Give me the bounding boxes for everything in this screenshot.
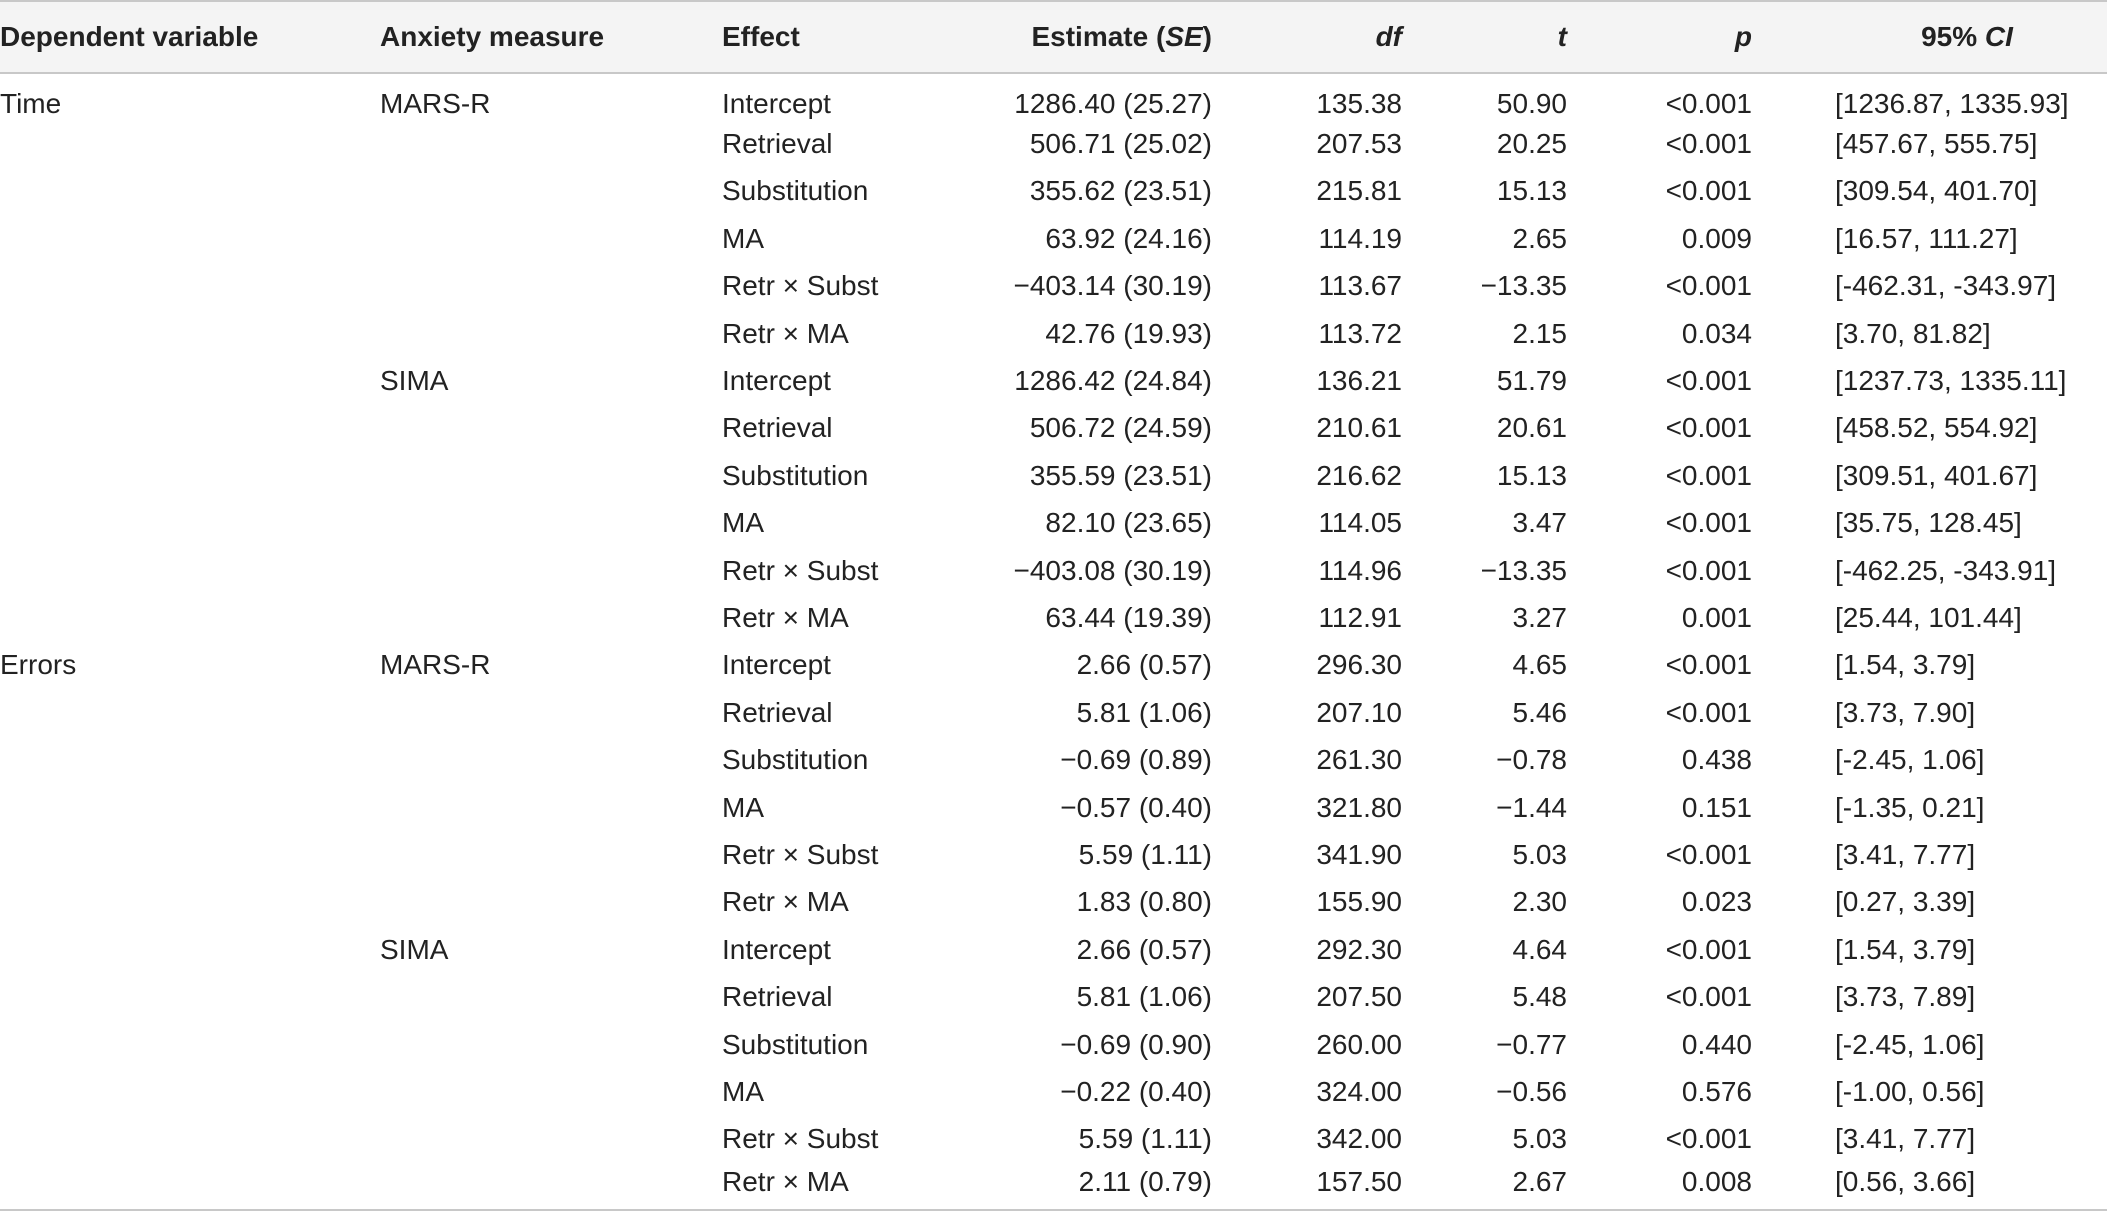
cell-estimate: −0.69 (0.89): [1060, 744, 1212, 776]
cell-anxiety-measure: [380, 215, 722, 262]
cell-ci: [35.75, 128.45]: [1835, 507, 2022, 539]
cell-df: 113.67: [1318, 270, 1402, 302]
cell-anxiety-measure: [380, 689, 722, 736]
cell-estimate: 42.76 (19.93): [1045, 317, 1212, 349]
cell-dependent-variable: [0, 405, 380, 452]
cell-dependent-variable: [0, 500, 380, 547]
cell-ci: [1237.73, 1335.11]: [1835, 365, 2067, 397]
table-row: [0, 973, 2107, 1020]
table-row: [0, 736, 2107, 783]
cell-dependent-variable: [0, 357, 380, 404]
table-row: [0, 642, 2107, 689]
cell-effect: MA: [722, 222, 764, 254]
cell-estimate: −403.08 (30.19): [1013, 554, 1212, 586]
table-row: [0, 73, 2107, 120]
cell-ci: [-1.00, 0.56]: [1835, 1075, 1985, 1107]
cell-ci: [-462.31, -343.97]: [1835, 270, 2057, 302]
cell-p: <0.001: [1665, 1123, 1752, 1155]
cell-ci: [-1.35, 0.21]: [1835, 791, 1985, 823]
cell-ci: [309.54, 401.70]: [1835, 175, 2038, 207]
cell-anxiety-measure: [380, 784, 722, 831]
header-estimate: [1012, 1, 1212, 73]
cell-anxiety-measure: [380, 973, 722, 1020]
cell-dependent-variable: [0, 689, 380, 736]
cell-effect: Retr × Subst: [722, 1123, 879, 1155]
cell-estimate: 82.10 (23.65): [1045, 507, 1212, 539]
cell-t: 4.64: [1512, 933, 1567, 965]
cell-effect: Retr × MA: [722, 317, 849, 349]
cell-estimate: −0.22 (0.40): [1060, 1075, 1212, 1107]
cell-effect: MA: [722, 791, 764, 823]
cell-p: <0.001: [1665, 365, 1752, 397]
cell-df: 114.96: [1318, 554, 1402, 586]
cell-ci: [3.73, 7.90]: [1835, 696, 1976, 728]
table-row: [0, 500, 2107, 547]
cell-effect: Retr × MA: [722, 601, 849, 633]
cell-effect: Substitution: [722, 175, 869, 207]
cell-ci: [3.41, 7.77]: [1835, 838, 1976, 870]
cell-p: 0.151: [1681, 791, 1752, 823]
cell-ci: [0.56, 3.66]: [1752, 1163, 2107, 1210]
cell-t: 3.27: [1512, 601, 1567, 633]
cell-estimate: 355.59 (23.51): [1029, 459, 1212, 491]
cell-effect: Retr × Subst: [722, 838, 879, 870]
cell-p: <0.001: [1665, 507, 1752, 539]
cell-anxiety-measure: [380, 500, 722, 547]
cell-estimate: 2.11 (0.79): [1012, 1163, 1212, 1210]
table-row: [0, 357, 2107, 404]
cell-t: 2.15: [1512, 317, 1567, 349]
cell-estimate: −0.69 (0.90): [1060, 1028, 1212, 1060]
table-row: [0, 1021, 2107, 1068]
cell-dependent-variable: [0, 452, 380, 499]
cell-df: 261.30: [1316, 744, 1402, 776]
table-row: [0, 594, 2107, 641]
cell-estimate: 5.81 (1.06): [1076, 981, 1212, 1013]
cell-estimate: 2.66 (0.57): [1076, 933, 1212, 965]
cell-dependent-variable: [0, 1116, 380, 1163]
cell-estimate: 2.66 (0.57): [1076, 649, 1212, 681]
cell-df: 342.00: [1316, 1123, 1402, 1155]
cell-estimate: 506.71 (25.02): [1029, 128, 1212, 160]
cell-t: −0.78: [1496, 744, 1567, 776]
cell-df: 216.62: [1316, 459, 1402, 491]
cell-ci: [309.51, 401.67]: [1835, 459, 2038, 491]
header-anxiety-measure: Anxiety measure: [380, 1, 722, 73]
cell-t: 15.13: [1496, 175, 1567, 207]
header-effect: Effect: [722, 1, 1012, 73]
header-ci-prefix: 95%: [1921, 21, 1985, 52]
cell-t: −13.35: [1480, 270, 1567, 302]
cell-estimate: 506.72 (24.59): [1029, 412, 1212, 444]
cell-df: 113.72: [1318, 317, 1402, 349]
cell-df: 112.91: [1318, 601, 1402, 633]
table-row: [0, 1116, 2107, 1163]
cell-t: 51.79: [1496, 365, 1567, 397]
cell-anxiety-measure: SIMA: [380, 365, 449, 397]
cell-dependent-variable: [0, 1021, 380, 1068]
header-estimate-close: ): [1202, 21, 1212, 52]
cell-p: <0.001: [1665, 554, 1752, 586]
cell-df: 207.53: [1316, 128, 1402, 160]
cell-effect: Retr × Subst: [722, 554, 879, 586]
cell-p: 0.023: [1681, 886, 1752, 918]
cell-anxiety-measure: [380, 1068, 722, 1115]
cell-df: 136.21: [1316, 365, 1402, 397]
cell-dependent-variable: [0, 879, 380, 926]
cell-df: 296.30: [1316, 649, 1402, 681]
cell-dependent-variable: [0, 973, 380, 1020]
cell-effect: Intercept: [722, 88, 831, 120]
cell-dependent-variable: Errors: [0, 649, 77, 681]
cell-p: <0.001: [1665, 696, 1752, 728]
table-row: [0, 547, 2107, 594]
cell-p: <0.001: [1665, 88, 1752, 120]
cell-ci: [-462.25, -343.91]: [1835, 554, 2057, 586]
cell-dependent-variable: [0, 310, 380, 357]
cell-p: <0.001: [1665, 128, 1752, 160]
cell-ci: [25.44, 101.44]: [1835, 601, 2022, 633]
cell-p: <0.001: [1665, 459, 1752, 491]
header-p: p: [1567, 1, 1752, 73]
cell-effect: Retr × MA: [722, 886, 849, 918]
cell-estimate: 5.81 (1.06): [1076, 696, 1212, 728]
table-row: [0, 1068, 2107, 1115]
cell-dependent-variable: [0, 784, 380, 831]
cell-ci: [457.67, 555.75]: [1835, 128, 2038, 160]
cell-t: 3.47: [1512, 507, 1567, 539]
cell-dependent-variable: [0, 215, 380, 262]
cell-effect: Retr × MA: [722, 1163, 1012, 1210]
cell-ci: [1236.87, 1335.93]: [1835, 88, 2069, 120]
cell-ci: [458.52, 554.92]: [1835, 412, 2038, 444]
cell-df: 155.90: [1316, 886, 1402, 918]
cell-estimate: 355.62 (23.51): [1029, 175, 1212, 207]
table-row: [0, 879, 2107, 926]
cell-ci: [3.73, 7.89]: [1835, 981, 1976, 1013]
cell-dependent-variable: [0, 547, 380, 594]
cell-p: 0.438: [1681, 744, 1752, 776]
header-row: [0, 1, 2107, 73]
cell-dependent-variable: [0, 120, 380, 167]
cell-df: 292.30: [1316, 933, 1402, 965]
table-row: [0, 405, 2107, 452]
cell-ci: [1.54, 3.79]: [1835, 933, 1976, 965]
cell-dependent-variable: [0, 926, 380, 973]
cell-ci: [3.41, 7.77]: [1835, 1123, 1976, 1155]
table-row: [0, 1163, 2107, 1210]
cell-t: 4.65: [1512, 649, 1567, 681]
cell-anxiety-measure: [380, 120, 722, 167]
cell-anxiety-measure: [380, 831, 722, 878]
cell-anxiety-measure: [380, 310, 722, 357]
cell-p: <0.001: [1665, 412, 1752, 444]
cell-p: 0.001: [1681, 601, 1752, 633]
cell-df: 324.00: [1316, 1075, 1402, 1107]
cell-effect: Retrieval: [722, 696, 833, 728]
cell-dependent-variable: Time: [0, 88, 62, 120]
cell-p: <0.001: [1665, 175, 1752, 207]
cell-effect: Retr × Subst: [722, 270, 879, 302]
cell-df: 114.19: [1318, 222, 1402, 254]
cell-estimate: 5.59 (1.11): [1078, 838, 1212, 870]
cell-anxiety-measure: [380, 879, 722, 926]
table-row: [0, 452, 2107, 499]
cell-df: 157.50: [1212, 1163, 1402, 1210]
cell-anxiety-measure: [380, 736, 722, 783]
cell-anxiety-measure: [380, 405, 722, 452]
cell-p: <0.001: [1665, 649, 1752, 681]
table-row: [0, 120, 2107, 167]
cell-anxiety-measure: [380, 168, 722, 215]
cell-anxiety-measure: [380, 547, 722, 594]
cell-dependent-variable: [0, 736, 380, 783]
header-dependent-variable: Dependent variable: [0, 1, 380, 73]
header-estimate-label: Estimate (: [1031, 21, 1166, 52]
cell-ci: [3.70, 81.82]: [1835, 317, 1991, 349]
cell-anxiety-measure: [380, 1163, 722, 1210]
cell-estimate: 1.83 (0.80): [1076, 886, 1212, 918]
cell-effect: Retrieval: [722, 412, 833, 444]
cell-anxiety-measure: [380, 452, 722, 499]
table-row: [0, 831, 2107, 878]
cell-effect: Substitution: [722, 459, 869, 491]
cell-t: 20.61: [1496, 412, 1567, 444]
cell-t: 2.67: [1402, 1163, 1567, 1210]
cell-estimate: −403.14 (30.19): [1013, 270, 1212, 302]
cell-df: 341.90: [1316, 838, 1402, 870]
cell-p: 0.576: [1681, 1075, 1752, 1107]
cell-t: −13.35: [1480, 554, 1567, 586]
cell-anxiety-measure: [380, 1116, 722, 1163]
cell-df: 215.81: [1316, 175, 1402, 207]
header-t: t: [1402, 1, 1567, 73]
cell-estimate: 1286.42 (24.84): [1014, 365, 1212, 397]
cell-estimate: −0.57 (0.40): [1060, 791, 1212, 823]
table-row: [0, 263, 2107, 310]
cell-anxiety-measure: MARS-R: [380, 88, 491, 120]
cell-estimate: 63.92 (24.16): [1045, 222, 1212, 254]
cell-estimate: 1286.40 (25.27): [1014, 88, 1212, 120]
cell-ci: [-2.45, 1.06]: [1835, 1028, 1985, 1060]
cell-anxiety-measure: SIMA: [380, 933, 449, 965]
cell-estimate: 63.44 (19.39): [1045, 601, 1212, 633]
cell-effect: Retrieval: [722, 128, 833, 160]
cell-t: −0.56: [1496, 1075, 1567, 1107]
cell-anxiety-measure: [380, 263, 722, 310]
cell-p: <0.001: [1665, 933, 1752, 965]
cell-t: −0.77: [1496, 1028, 1567, 1060]
cell-ci: [0.27, 3.39]: [1835, 886, 1976, 918]
cell-ci: [16.57, 111.27]: [1835, 222, 2018, 254]
cell-dependent-variable: [0, 594, 380, 641]
cell-effect: Substitution: [722, 1028, 869, 1060]
cell-anxiety-measure: [380, 1021, 722, 1068]
cell-p: <0.001: [1665, 981, 1752, 1013]
cell-p: 0.009: [1681, 222, 1752, 254]
cell-t: 15.13: [1496, 459, 1567, 491]
cell-dependent-variable: [0, 1068, 380, 1115]
cell-t: 20.25: [1496, 128, 1567, 160]
table-body: [0, 73, 2107, 1210]
header-df: df: [1212, 1, 1402, 73]
cell-t: −1.44: [1496, 791, 1567, 823]
cell-effect: MA: [722, 507, 764, 539]
cell-anxiety-measure: [380, 594, 722, 641]
cell-df: 207.10: [1316, 696, 1402, 728]
cell-t: 2.65: [1512, 222, 1567, 254]
cell-df: 260.00: [1316, 1028, 1402, 1060]
cell-df: 207.50: [1316, 981, 1402, 1013]
cell-dependent-variable: [0, 1163, 380, 1210]
cell-t: 5.03: [1512, 838, 1567, 870]
cell-anxiety-measure: MARS-R: [380, 649, 491, 681]
cell-p: <0.001: [1665, 838, 1752, 870]
header-estimate-se: SE: [1165, 21, 1203, 52]
cell-df: 321.80: [1316, 791, 1402, 823]
cell-effect: Intercept: [722, 933, 831, 965]
cell-dependent-variable: [0, 168, 380, 215]
cell-p: <0.001: [1665, 270, 1752, 302]
table-row: [0, 784, 2107, 831]
cell-p: 0.440: [1681, 1028, 1752, 1060]
cell-t: 50.90: [1496, 88, 1567, 120]
cell-effect: MA: [722, 1075, 764, 1107]
cell-ci: [1.54, 3.79]: [1835, 649, 1976, 681]
cell-ci: [-2.45, 1.06]: [1835, 744, 1985, 776]
table-row: [0, 926, 2107, 973]
cell-estimate: 5.59 (1.11): [1078, 1123, 1212, 1155]
header-ci-italic: CI: [1984, 21, 2013, 52]
header-ci: [1752, 1, 2107, 73]
cell-effect: Substitution: [722, 744, 869, 776]
cell-t: 5.48: [1512, 981, 1567, 1013]
table-row: [0, 168, 2107, 215]
cell-df: 210.61: [1316, 412, 1402, 444]
cell-dependent-variable: [0, 831, 380, 878]
table-row: [0, 689, 2107, 736]
cell-dependent-variable: [0, 263, 380, 310]
table-row: [0, 310, 2107, 357]
cell-df: 114.05: [1318, 507, 1402, 539]
cell-p: 0.008: [1567, 1163, 1752, 1210]
cell-p: 0.034: [1681, 317, 1752, 349]
table-row: [0, 215, 2107, 262]
cell-effect: Retrieval: [722, 981, 833, 1013]
cell-t: 5.03: [1512, 1123, 1567, 1155]
cell-df: 135.38: [1316, 88, 1402, 120]
cell-t: 5.46: [1512, 696, 1567, 728]
cell-effect: Intercept: [722, 649, 831, 681]
cell-effect: Intercept: [722, 365, 831, 397]
cell-t: 2.30: [1512, 886, 1567, 918]
table-header: [0, 1, 2107, 73]
